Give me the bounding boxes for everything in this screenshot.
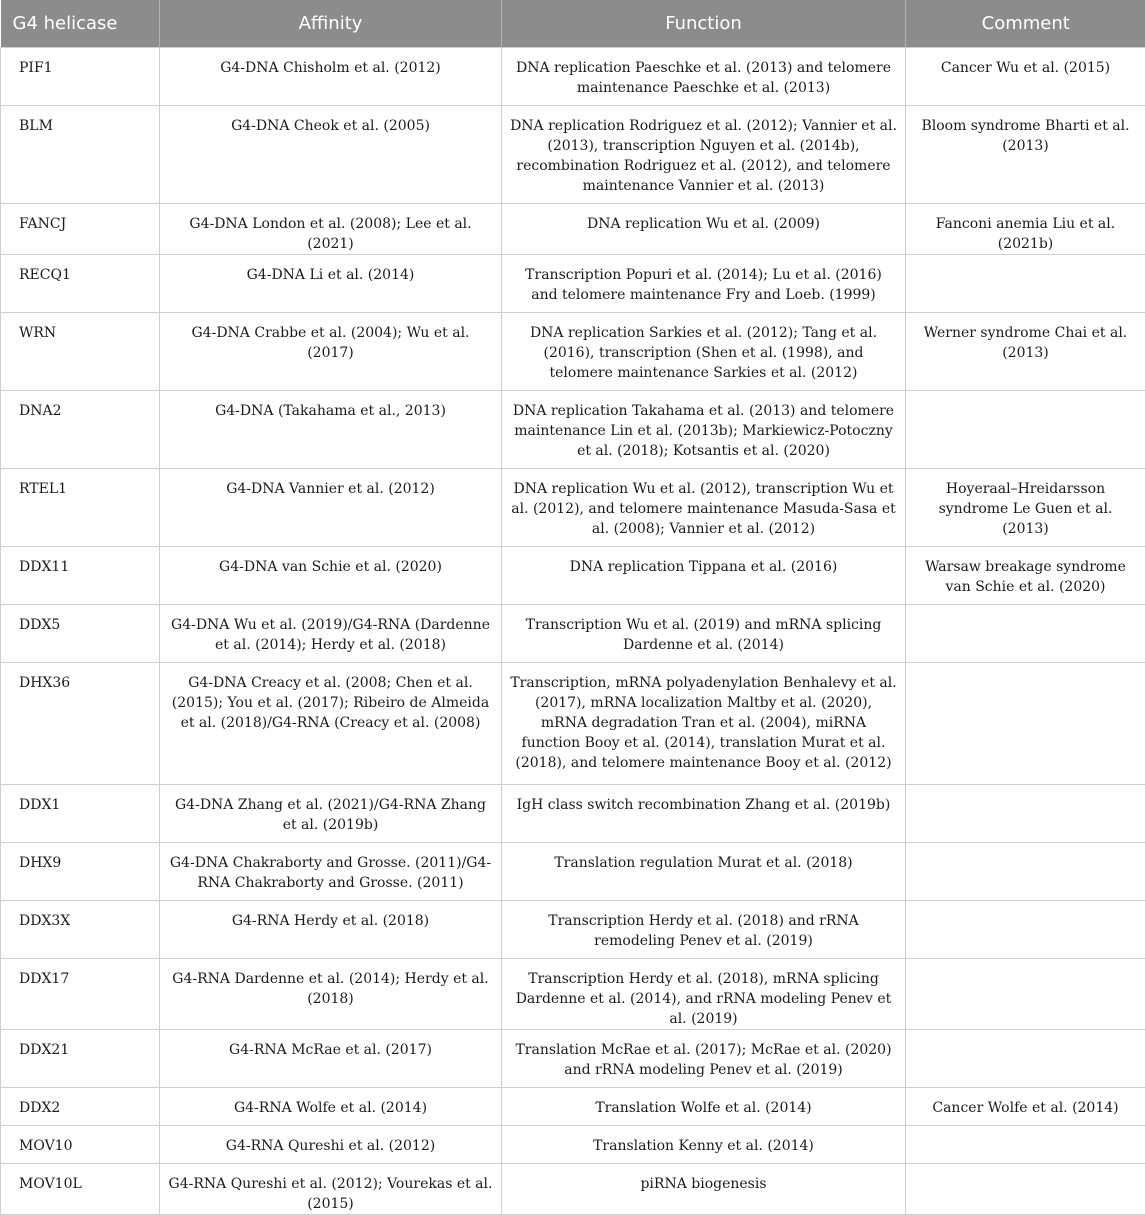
function-cell: Translation Kenny et al. (2014) xyxy=(502,1126,906,1164)
function-cell: DNA replication Takahama et al. (2013) and telomere maintenance Lin et al. (2013b); Markiewicz-Potoczny et al. (2018); Kotsantis et al. (2020) xyxy=(502,391,906,469)
comment-cell xyxy=(906,255,1145,313)
table-row xyxy=(1,106,1145,204)
comment-cell xyxy=(906,785,1145,843)
table-row xyxy=(1,1088,1145,1126)
table-row xyxy=(1,391,1145,469)
function-cell: IgH class switch recombination Zhang et al. (2019b) xyxy=(502,785,906,843)
function-cell: piRNA biogenesis xyxy=(502,1164,906,1215)
helicase-cell: MOV10L xyxy=(1,1164,160,1215)
table-row xyxy=(1,959,1145,1030)
function-cell: DNA replication Wu et al. (2012), transcription Wu et al. (2012), and telomere maintenance Masuda-Sasa et al. (2008); Vannier et al. (2012) xyxy=(502,469,906,547)
affinity-cell: G4-DNA Wu et al. (2019)/G4-RNA (Dardenne et al. (2014); Herdy et al. (2018) xyxy=(160,605,502,663)
header-g4-helicase: G4 helicase xyxy=(1,0,160,48)
table-row xyxy=(1,785,1145,843)
table-row xyxy=(1,547,1145,605)
helicase-cell: RTEL1 xyxy=(1,469,160,547)
affinity-cell: G4-DNA Crabbe et al. (2004); Wu et al. (2017) xyxy=(160,313,502,391)
table-row xyxy=(1,605,1145,663)
comment-cell: Werner syndrome Chai et al. (2013) xyxy=(906,313,1145,391)
function-cell: Transcription Herdy et al. (2018) and rRNA remodeling Penev et al. (2019) xyxy=(502,901,906,959)
helicase-cell: WRN xyxy=(1,313,160,391)
table-row xyxy=(1,48,1145,106)
function-cell: DNA replication Rodriguez et al. (2012); Vannier et al. (2013), transcription Nguyen et al. (2014b), recombination Rodriguez et al. (2012), and telomere maintenance Vannier et al. (2013) xyxy=(502,106,906,204)
header-row xyxy=(1,0,1145,48)
function-cell: Translation regulation Murat et al. (2018) xyxy=(502,843,906,901)
comment-cell: Bloom syndrome Bharti et al. (2013) xyxy=(906,106,1145,204)
function-cell: DNA replication Paeschke et al. (2013) and telomere maintenance Paeschke et al. (2013) xyxy=(502,48,906,106)
comment-cell: Warsaw breakage syndrome van Schie et al. (2020) xyxy=(906,547,1145,605)
affinity-cell: G4-DNA Li et al. (2014) xyxy=(160,255,502,313)
affinity-cell: G4-DNA van Schie et al. (2020) xyxy=(160,547,502,605)
comment-cell xyxy=(906,605,1145,663)
table-row xyxy=(1,204,1145,255)
table-row xyxy=(1,1126,1145,1164)
comment-cell: Cancer Wu et al. (2015) xyxy=(906,48,1145,106)
affinity-cell: G4-DNA Chisholm et al. (2012) xyxy=(160,48,502,106)
helicase-cell: PIF1 xyxy=(1,48,160,106)
affinity-cell: G4-DNA (Takahama et al., 2013) xyxy=(160,391,502,469)
affinity-cell: G4-DNA Zhang et al. (2021)/G4-RNA Zhang et al. (2019b) xyxy=(160,785,502,843)
affinity-cell: G4-DNA Creacy et al. (2008; Chen et al. (2015); You et al. (2017); Ribeiro de Almeida et al. (2018)/G4-RNA (Creacy et al. (2008) xyxy=(160,663,502,785)
affinity-cell: G4-RNA Wolfe et al. (2014) xyxy=(160,1088,502,1126)
helicase-cell: DDX21 xyxy=(1,1030,160,1088)
helicase-cell: DDX3X xyxy=(1,901,160,959)
affinity-cell: G4-RNA Herdy et al. (2018) xyxy=(160,901,502,959)
affinity-cell: G4-DNA London et al. (2008); Lee et al. (2021) xyxy=(160,204,502,255)
helicase-cell: DDX11 xyxy=(1,547,160,605)
header-function: Function xyxy=(502,0,906,48)
comment-cell xyxy=(906,1030,1145,1088)
function-cell: Translation Wolfe et al. (2014) xyxy=(502,1088,906,1126)
header-comment: Comment xyxy=(906,0,1145,48)
function-cell: Transcription Wu et al. (2019) and mRNA splicing Dardenne et al. (2014) xyxy=(502,605,906,663)
helicase-cell: MOV10 xyxy=(1,1126,160,1164)
affinity-cell: G4-DNA Vannier et al. (2012) xyxy=(160,469,502,547)
helicase-cell: DDX5 xyxy=(1,605,160,663)
table-row xyxy=(1,1164,1145,1215)
comment-cell: Cancer Wolfe et al. (2014) xyxy=(906,1088,1145,1126)
function-cell: Transcription, mRNA polyadenylation Benhalevy et al. (2017), mRNA localization Maltby et al. (2020), mRNA degradation Tran et al. (2004), miRNA function Booy et al. (2014), translation Murat et al. (2018), and telomere maintenance Booy et al. (2012) xyxy=(502,663,906,785)
table-row xyxy=(1,313,1145,391)
function-cell: Transcription Popuri et al. (2014); Lu et al. (2016) and telomere maintenance Fry and Loeb. (1999) xyxy=(502,255,906,313)
table-row xyxy=(1,901,1145,959)
function-cell: Translation McRae et al. (2017); McRae et al. (2020) and rRNA modeling Penev et al. (2019) xyxy=(502,1030,906,1088)
header-affinity: Affinity xyxy=(160,0,502,48)
helicase-cell: RECQ1 xyxy=(1,255,160,313)
table-row xyxy=(1,1030,1145,1088)
function-cell: DNA replication Tippana et al. (2016) xyxy=(502,547,906,605)
helicase-cell: DDX1 xyxy=(1,785,160,843)
comment-cell xyxy=(906,391,1145,469)
table-row xyxy=(1,469,1145,547)
affinity-cell: G4-RNA McRae et al. (2017) xyxy=(160,1030,502,1088)
comment-cell: Hoyeraal–Hreidarsson syndrome Le Guen et al. (2013) xyxy=(906,469,1145,547)
comment-cell xyxy=(906,901,1145,959)
comment-cell xyxy=(906,843,1145,901)
function-cell: Transcription Herdy et al. (2018), mRNA splicing Dardenne et al. (2014), and rRNA modeling Penev et al. (2019) xyxy=(502,959,906,1030)
helicase-cell: DDX17 xyxy=(1,959,160,1030)
comment-cell xyxy=(906,1126,1145,1164)
function-cell: DNA replication Wu et al. (2009) xyxy=(502,204,906,255)
table-row xyxy=(1,663,1145,785)
helicase-cell: DHX9 xyxy=(1,843,160,901)
helicase-cell: DDX2 xyxy=(1,1088,160,1126)
function-cell: DNA replication Sarkies et al. (2012); Tang et al. (2016), transcription (Shen et al. (1998), and telomere maintenance Sarkies et al. (2012) xyxy=(502,313,906,391)
helicase-cell: DHX36 xyxy=(1,663,160,785)
comment-cell: Fanconi anemia Liu et al. (2021b) xyxy=(906,204,1145,255)
affinity-cell: G4-RNA Qureshi et al. (2012); Vourekas et al. (2015) xyxy=(160,1164,502,1215)
affinity-cell: G4-DNA Cheok et al. (2005) xyxy=(160,106,502,204)
comment-cell xyxy=(906,1164,1145,1215)
comment-cell xyxy=(906,959,1145,1030)
table-row xyxy=(1,255,1145,313)
table-row xyxy=(1,843,1145,901)
comment-cell xyxy=(906,663,1145,785)
helicase-cell: DNA2 xyxy=(1,391,160,469)
helicase-cell: BLM xyxy=(1,106,160,204)
affinity-cell: G4-DNA Chakraborty and Grosse. (2011)/G4-RNA Chakraborty and Grosse. (2011) xyxy=(160,843,502,901)
helicase-cell: FANCJ xyxy=(1,204,160,255)
affinity-cell: G4-RNA Qureshi et al. (2012) xyxy=(160,1126,502,1164)
affinity-cell: G4-RNA Dardenne et al. (2014); Herdy et al. (2018) xyxy=(160,959,502,1030)
